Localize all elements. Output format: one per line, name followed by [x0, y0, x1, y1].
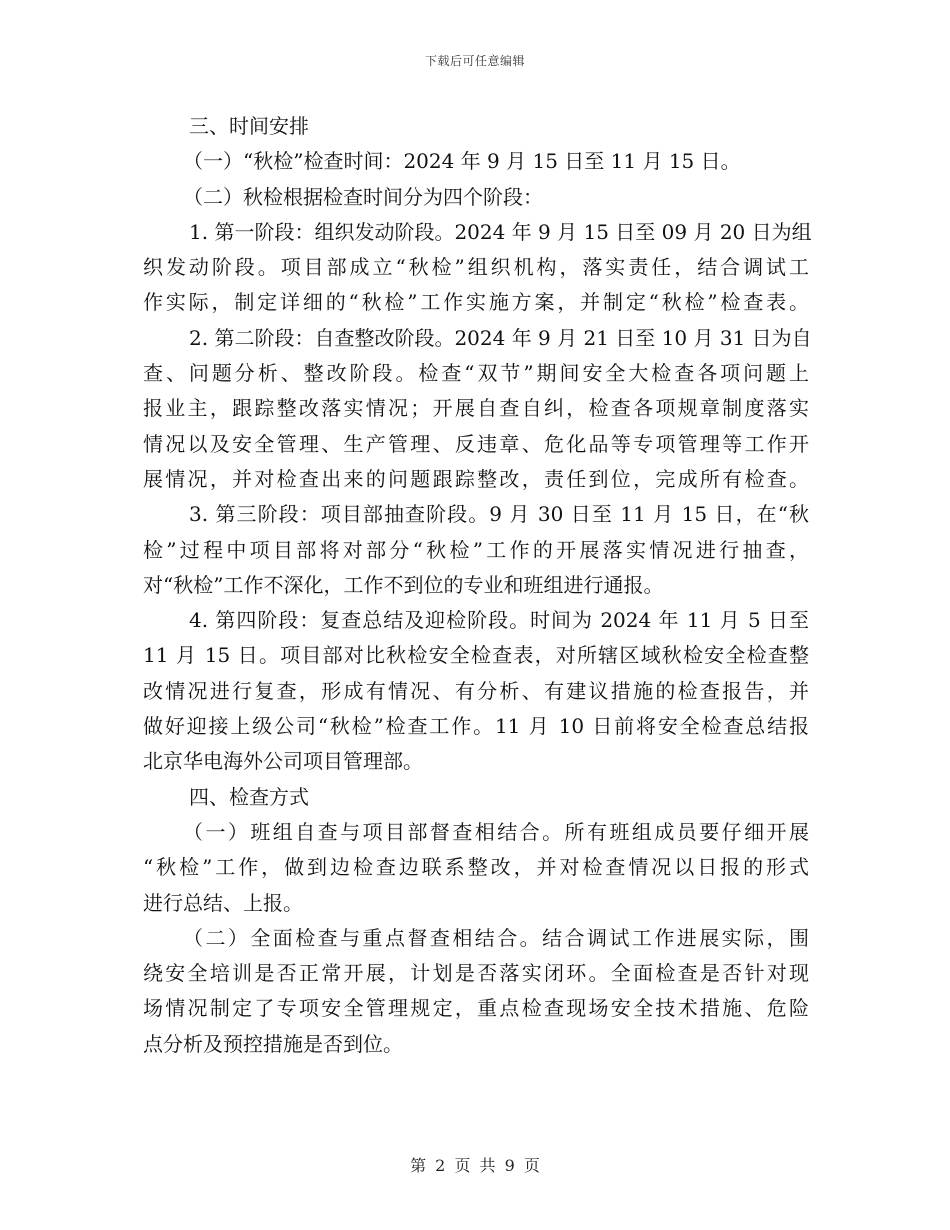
paragraph-line: 3. 第三阶段：项目部抽查阶段。9 月 30 日至 11 月 15 日，在“秋	[189, 502, 809, 527]
paragraph-line: 情况以及安全管理、生产管理、反违章、危化品等专项管理等工作开	[143, 431, 809, 456]
paragraph-line: 织发动阶段。项目部成立“秋检”组织机构，落实责任，结合调试工	[143, 255, 809, 280]
paragraph-line: （一）“秋检”检查时间：2024 年 9 月 15 日至 11 月 15 日。	[183, 149, 741, 174]
paragraph-line: 场情况制定了专项安全管理规定，重点检查现场安全技术措施、危险	[143, 996, 809, 1021]
section-heading: 三、时间安排	[189, 114, 309, 138]
page-number-footer: 第 2 页 共 9 页	[410, 1156, 540, 1175]
paragraph-line: 查、问题分析、整改阶段。检查“双节”期间安全大检查各项问题上	[143, 361, 809, 386]
paragraph-line: 点分析及预控措施是否到位。	[143, 1031, 403, 1056]
section-heading: 四、检查方式	[189, 784, 309, 809]
paragraph-line: 作实际，制定详细的“秋检”工作实施方案，并制定“秋检”检查表。	[143, 290, 809, 315]
page-header: 下载后可任意编辑	[424, 54, 525, 68]
paragraph-line: 进行总结、上报。	[143, 890, 303, 915]
paragraph-line: 11 月 15 日。项目部对比秋检安全检查表，对所辖区域秋检安全检查整	[143, 643, 809, 668]
document-body	[143, 109, 812, 1062]
paragraph-line: 展情况，并对检查出来的问题跟踪整改，责任到位，完成所有检查。	[143, 466, 809, 491]
paragraph-line: （一）班组自查与项目部督查相结合。所有班组成员要仔细开展	[183, 819, 809, 844]
paragraph-line: （二）秋检根据检查时间分为四个阶段：	[183, 184, 543, 209]
paragraph-line: 2. 第二阶段：自查整改阶段。2024 年 9 月 21 日至 10 月 31 日为自	[189, 325, 812, 350]
paragraph-line: “秋检”工作，做到边检查边联系整改，并对检查情况以日报的形式	[143, 855, 809, 880]
paragraph-line: （二）全面检查与重点督查相结合。结合调试工作进展实际，围	[183, 925, 809, 950]
paragraph-line: 做好迎接上级公司“秋检”检查工作。11 月 10 日前将安全检查总结报	[143, 714, 809, 739]
paragraph-line: 检”过程中项目部将对部分“秋检”工作的开展落实情况进行抽查，	[143, 537, 809, 562]
paragraph-line: 1. 第一阶段：组织发动阶段。2024 年 9 月 15 日至 09 月 20 日为组	[189, 219, 812, 244]
paragraph-line: 绕安全培训是否正常开展，计划是否落实闭环。全面检查是否针对现	[143, 961, 809, 986]
paragraph-line: 报业主，跟踪整改落实情况；开展自查自纠，检查各项规章制度落实	[143, 396, 809, 421]
paragraph-line: 改情况进行复查，形成有情况、有分析、有建议措施的检查报告，并	[143, 678, 809, 703]
paragraph-line: 4. 第四阶段：复查总结及迎检阶段。时间为 2024 年 11 月 5 日至	[189, 608, 809, 633]
paragraph-line: 北京华电海外公司项目管理部。	[143, 749, 423, 774]
paragraph-line: 对“秋检”工作不深化，工作不到位的专业和班组进行通报。	[143, 572, 664, 597]
